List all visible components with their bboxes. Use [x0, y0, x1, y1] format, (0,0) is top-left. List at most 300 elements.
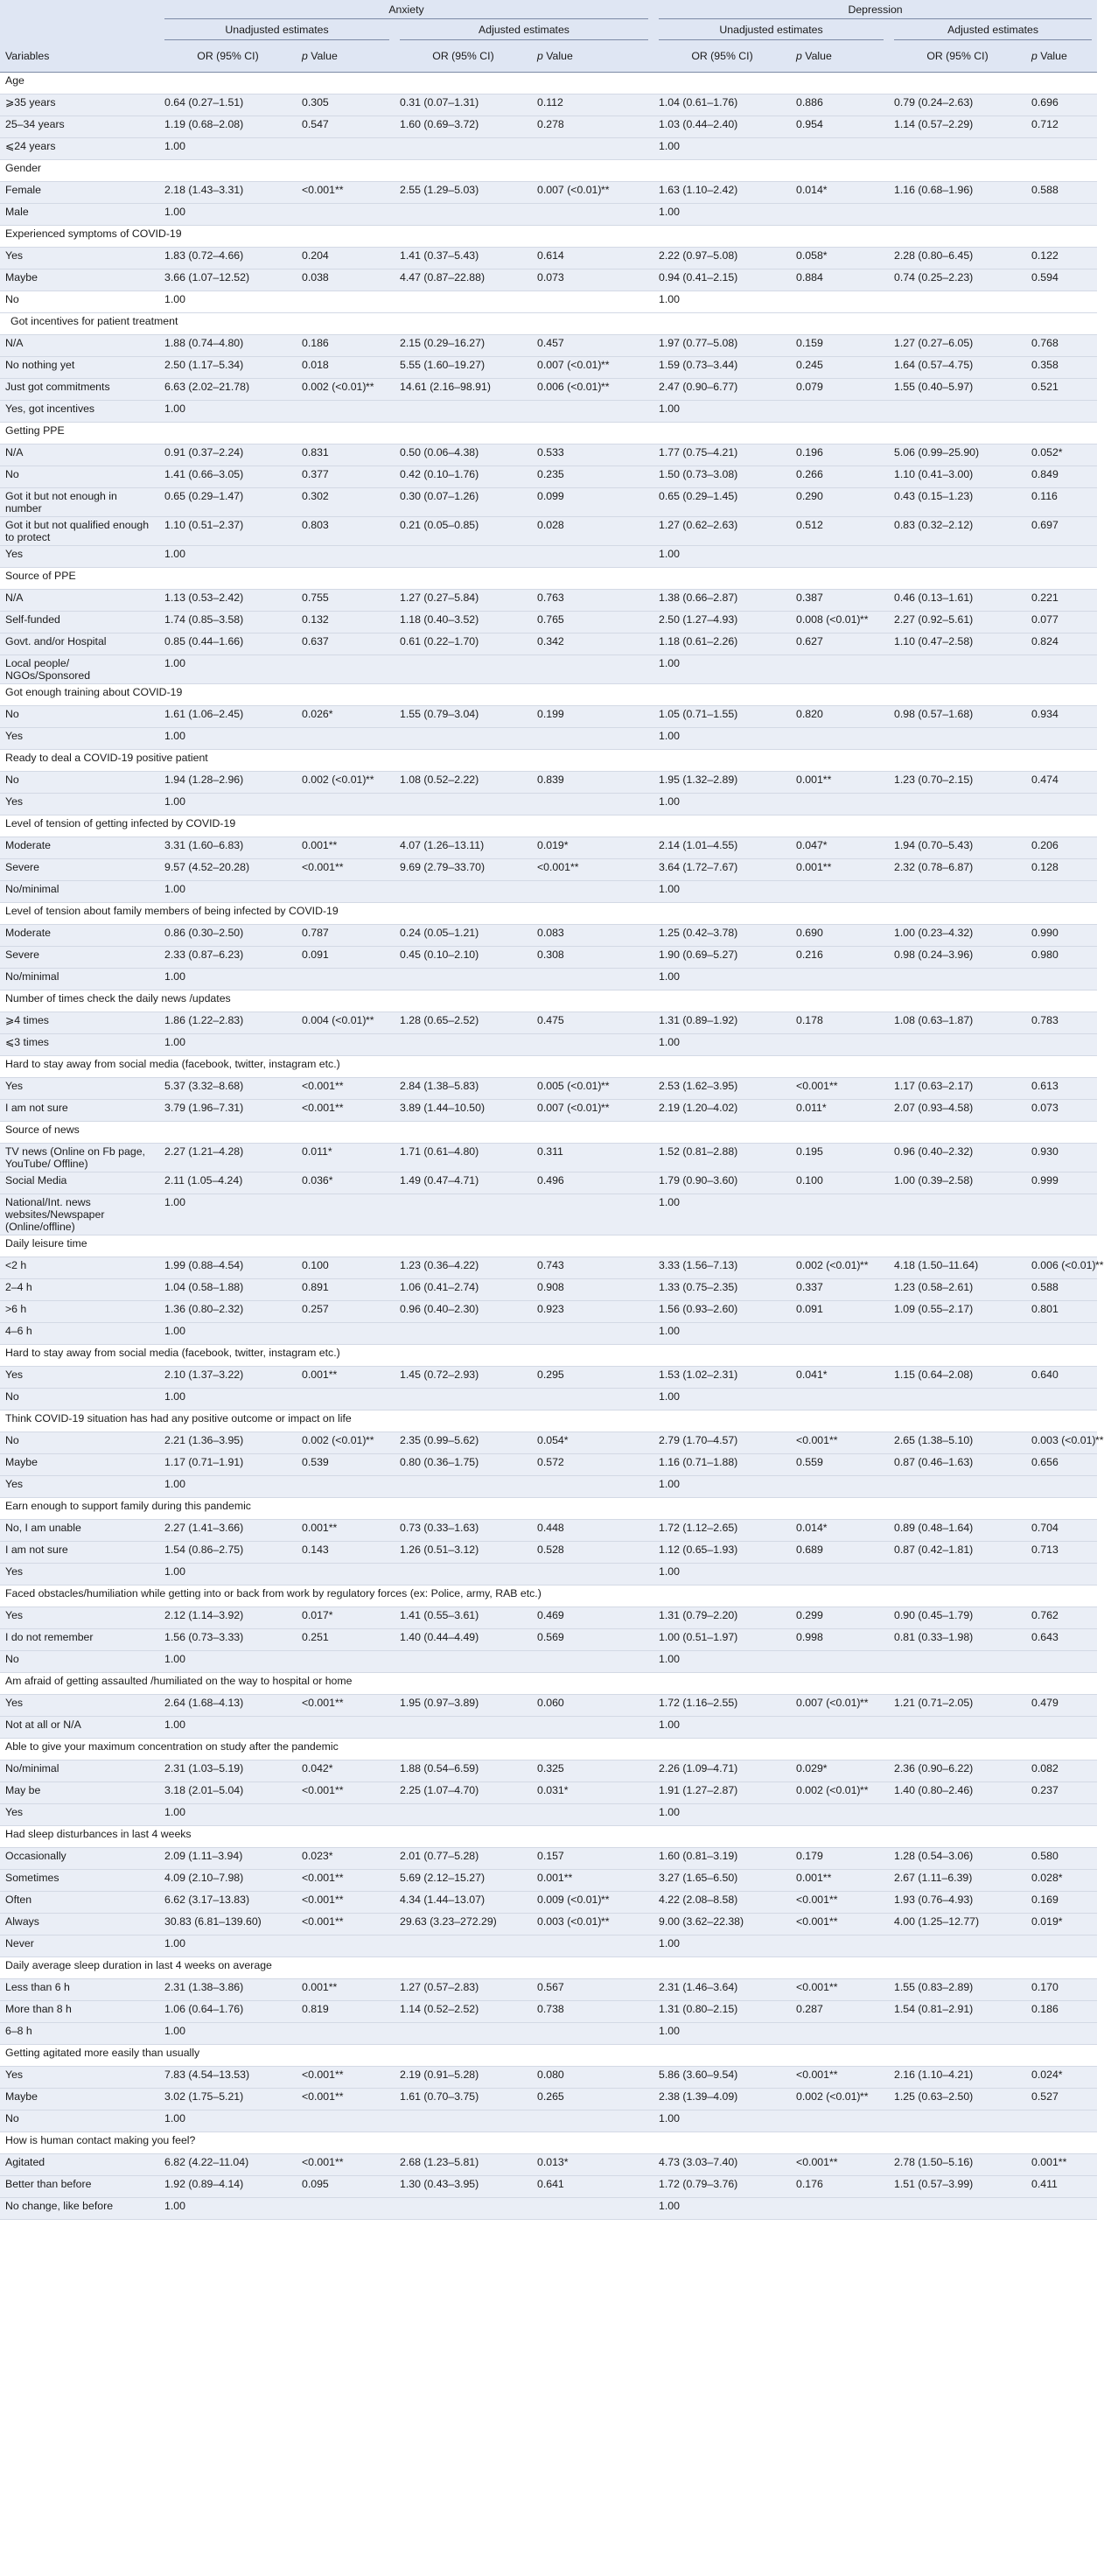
p-value-cell: <0.001**: [297, 1870, 360, 1892]
significance-cell: [1090, 1144, 1097, 1172]
or-ci-cell: 1.00: [653, 1717, 791, 1739]
category-row: [0, 684, 1097, 706]
significance-cell: [855, 1870, 889, 1892]
or-ci-cell: 2.27 (1.21–4.28): [159, 1144, 297, 1172]
significance-cell: [1090, 2067, 1097, 2089]
table-row: [0, 270, 1097, 291]
p-value-cell: 0.358: [1026, 357, 1090, 379]
significance-cell: [360, 1520, 395, 1542]
table-row: [0, 357, 1097, 379]
table-row: [0, 1782, 1097, 1804]
p-value-cell: 0.387: [791, 590, 855, 612]
p-value-cell: 0.002 (<0.01): [297, 1432, 360, 1454]
p-value-cell: [1026, 655, 1090, 684]
category-row: [0, 750, 1097, 772]
significance-cell: [855, 859, 889, 881]
p-value-text: Value: [1037, 50, 1067, 62]
significance-cell: [855, 1454, 889, 1476]
significance-cell: [360, 969, 395, 990]
significance-cell: [596, 1301, 653, 1323]
p-value-cell: 0.613: [1026, 1078, 1090, 1100]
p-value-cell: [297, 204, 360, 226]
category-label: Faced obstacles/humiliation while getting into or back from work by regulatory forces (ex: Police, army, RAB etc.): [0, 1586, 1097, 1607]
significance-cell: [1090, 2198, 1097, 2220]
or-ci-cell: [395, 1034, 532, 1056]
p-value-cell: [1026, 2198, 1090, 2220]
significance-cell: [360, 1695, 395, 1717]
or-ci-cell: 1.23 (0.36–4.22): [395, 1257, 532, 1279]
or-ci-cell: [889, 655, 1026, 684]
table-row: [0, 546, 1097, 568]
row-label: Better than before: [0, 2176, 159, 2198]
or-ci-cell: 1.16 (0.68–1.96): [889, 182, 1026, 204]
significance-cell: [596, 837, 653, 859]
or-ci-cell: 1.30 (0.43–3.95): [395, 2176, 532, 2198]
category-label: Hard to stay away from social media (facebook, twitter, instagram etc.): [0, 1056, 1097, 1078]
or-ci-cell: [889, 1476, 1026, 1498]
p-value-cell: 0.640: [1026, 1367, 1090, 1389]
p-value-cell: 0.005 (<0.01): [532, 1078, 596, 1100]
p-value-cell: 0.206: [1026, 837, 1090, 859]
or-ci-cell: 1.00: [653, 728, 791, 750]
p-value-cell: 0.052*: [1026, 444, 1090, 466]
or-ci-cell: 1.17 (0.63–2.17): [889, 1078, 1026, 1100]
or-ci-cell: 1.52 (0.81–2.88): [653, 1144, 791, 1172]
significance-cell: [1090, 1607, 1097, 1629]
or-ci-cell: [395, 794, 532, 816]
significance-cell: [596, 1760, 653, 1782]
row-label: 25–34 years: [0, 116, 159, 138]
or-ci-cell: 9.57 (4.52–20.28): [159, 859, 297, 881]
p-value-cell: 0.824: [1026, 634, 1090, 655]
p-value-cell: 0.018: [297, 357, 360, 379]
significance-cell: **: [1090, 1432, 1097, 1454]
category-row: [0, 1236, 1097, 1257]
significance-cell: [360, 1194, 395, 1236]
significance-cell: [1090, 291, 1097, 313]
significance-cell: [1090, 1782, 1097, 1804]
or-ci-cell: 2.31 (1.38–3.86): [159, 1979, 297, 2001]
row-label: Yes: [0, 1607, 159, 1629]
row-label: Severe: [0, 859, 159, 881]
or-ci-cell: 1.28 (0.54–3.06): [889, 1848, 1026, 1870]
significance-cell: [855, 794, 889, 816]
table-row: [0, 182, 1097, 204]
or-ci-cell: 6.62 (3.17–13.83): [159, 1892, 297, 1914]
significance-cell: [1090, 379, 1097, 401]
significance-cell: [360, 1367, 395, 1389]
or-ci-cell: [889, 881, 1026, 903]
row-label: I am not sure: [0, 1100, 159, 1122]
significance-cell: [855, 335, 889, 357]
or-ci-cell: 1.59 (0.73–3.44): [653, 357, 791, 379]
p-value-cell: 0.337: [791, 1279, 855, 1301]
significance-cell: [1090, 1012, 1097, 1034]
p-value-cell: 0.342: [532, 634, 596, 655]
significance-cell: [360, 357, 395, 379]
significance-cell: [596, 1454, 653, 1476]
significance-cell: [855, 2176, 889, 2198]
row-label: Yes: [0, 1367, 159, 1389]
p-value-cell: [1026, 546, 1090, 568]
or-ci-cell: 0.64 (0.27–1.51): [159, 94, 297, 116]
or-ci-cell: 0.43 (0.15–1.23): [889, 488, 1026, 517]
or-ci-cell: [395, 2198, 532, 2220]
p-value-cell: [532, 655, 596, 684]
table-row: [0, 1144, 1097, 1172]
p-value-cell: 0.849: [1026, 466, 1090, 488]
row-label: Govt. and/or Hospital: [0, 634, 159, 655]
or-ci-cell: 1.60 (0.81–3.19): [653, 1848, 791, 1870]
significance-cell: [855, 1760, 889, 1782]
p-value-cell: 0.029*: [791, 1760, 855, 1782]
or-ci-cell: 1.14 (0.57–2.29): [889, 116, 1026, 138]
or-ci-cell: [395, 2023, 532, 2045]
or-ci-cell: 3.64 (1.72–7.67): [653, 859, 791, 881]
or-ci-cell: 1.27 (0.62–2.63): [653, 517, 791, 546]
p-value-cell: 0.588: [1026, 182, 1090, 204]
p-value-cell: 0.100: [791, 1172, 855, 1194]
significance-cell: **: [1090, 1257, 1097, 1279]
p-value-cell: 0.801: [1026, 1301, 1090, 1323]
p-value-cell: <0.001**: [297, 1782, 360, 1804]
p-value-cell: [297, 881, 360, 903]
p-value-cell: 0.073: [1026, 1100, 1090, 1122]
significance-cell: [596, 517, 653, 546]
or-ci-cell: 1.00: [653, 2198, 791, 2220]
p-value-cell: 0.054*: [532, 1432, 596, 1454]
or-ci-cell: 1.00: [159, 1936, 297, 1957]
significance-cell: [855, 1100, 889, 1122]
p-value-cell: <0.001**: [791, 2067, 855, 2089]
header-or-ci: OR (95% CI): [653, 40, 791, 73]
or-ci-cell: 1.56 (0.73–3.33): [159, 1629, 297, 1651]
significance-cell: [1090, 590, 1097, 612]
row-label: I do not remember: [0, 1629, 159, 1651]
p-value-cell: [532, 1476, 596, 1498]
header-or-ci: OR (95% CI): [395, 40, 532, 73]
p-value-cell: 0.278: [532, 116, 596, 138]
table-row: [0, 488, 1097, 517]
header-p-value: [532, 40, 653, 73]
significance-cell: [360, 1323, 395, 1345]
significance-cell: [855, 517, 889, 546]
or-ci-cell: 1.00: [159, 1323, 297, 1345]
table-row: [0, 1914, 1097, 1936]
or-ci-cell: 1.15 (0.64–2.08): [889, 1367, 1026, 1389]
or-ci-cell: 1.86 (1.22–2.83): [159, 1012, 297, 1034]
significance-cell: [1090, 466, 1097, 488]
significance-cell: [360, 1078, 395, 1100]
significance-cell: [360, 2198, 395, 2220]
p-value-cell: 0.002 (<0.01): [791, 1257, 855, 1279]
or-ci-cell: 1.00: [159, 655, 297, 684]
significance-cell: [360, 612, 395, 634]
row-label: No: [0, 1651, 159, 1673]
p-value-cell: [297, 2110, 360, 2132]
or-ci-cell: 4.07 (1.26–13.11): [395, 837, 532, 859]
header-depression-unadjusted: Unadjusted estimates: [653, 19, 889, 40]
p-value-cell: [1026, 401, 1090, 423]
significance-cell: [360, 182, 395, 204]
p-value-cell: 0.157: [532, 1848, 596, 1870]
table-row: [0, 772, 1097, 794]
significance-cell: [596, 1520, 653, 1542]
p-value-cell: 0.819: [297, 2001, 360, 2023]
or-ci-cell: 2.19 (0.91–5.28): [395, 2067, 532, 2089]
p-value-cell: 0.287: [791, 2001, 855, 2023]
significance-cell: [855, 1367, 889, 1389]
table-row: [0, 335, 1097, 357]
or-ci-cell: 14.61 (2.16–98.91): [395, 379, 532, 401]
or-ci-cell: 5.55 (1.60–19.27): [395, 357, 532, 379]
row-label: Yes: [0, 1804, 159, 1826]
p-value-cell: 0.007 (<0.01): [791, 1695, 855, 1717]
significance-cell: [1090, 881, 1097, 903]
or-ci-cell: 3.33 (1.56–7.13): [653, 1257, 791, 1279]
or-ci-cell: 3.79 (1.96–7.31): [159, 1100, 297, 1122]
category-row: [0, 1122, 1097, 1144]
significance-cell: [360, 728, 395, 750]
p-value-cell: 0.014*: [791, 1520, 855, 1542]
p-value-cell: 0.743: [532, 1257, 596, 1279]
significance-cell: [855, 2023, 889, 2045]
table-row: [0, 444, 1097, 466]
significance-cell: **: [596, 379, 653, 401]
p-value-cell: 0.305: [297, 94, 360, 116]
p-value-cell: <0.001**: [297, 2089, 360, 2110]
row-label: Social Media: [0, 1172, 159, 1194]
significance-cell: [855, 1914, 889, 1936]
row-label: No/minimal: [0, 1760, 159, 1782]
p-value-cell: 0.014*: [791, 182, 855, 204]
significance-cell: [1090, 634, 1097, 655]
significance-cell: [596, 466, 653, 488]
p-value-cell: [297, 2198, 360, 2220]
or-ci-cell: 2.47 (0.90–6.77): [653, 379, 791, 401]
p-value-cell: 0.990: [1026, 925, 1090, 947]
significance-cell: [855, 1194, 889, 1236]
p-value-cell: [791, 2023, 855, 2045]
or-ci-cell: 1.14 (0.52–2.52): [395, 2001, 532, 2023]
or-ci-cell: 1.38 (0.66–2.87): [653, 590, 791, 612]
row-label: No: [0, 706, 159, 728]
p-value-cell: 0.265: [532, 2089, 596, 2110]
or-ci-cell: 1.05 (0.71–1.55): [653, 706, 791, 728]
category-label: Getting agitated more easily than usually: [0, 2045, 1097, 2067]
p-value-cell: 0.572: [532, 1454, 596, 1476]
table-row: [0, 138, 1097, 160]
or-ci-cell: 0.50 (0.06–4.38): [395, 444, 532, 466]
p-value-cell: [532, 1323, 596, 1345]
p-value-cell: 0.980: [1026, 947, 1090, 969]
or-ci-cell: 1.10 (0.41–3.00): [889, 466, 1026, 488]
or-ci-cell: 1.00: [653, 1476, 791, 1498]
significance-cell: [596, 1804, 653, 1826]
significance-cell: [596, 1172, 653, 1194]
significance-cell: [596, 2110, 653, 2132]
or-ci-cell: 1.92 (0.89–4.14): [159, 2176, 297, 2198]
or-ci-cell: 2.18 (1.43–3.31): [159, 182, 297, 204]
or-ci-cell: [889, 1717, 1026, 1739]
p-value-cell: [297, 1323, 360, 1345]
significance-cell: [1090, 2023, 1097, 2045]
p-value-cell: [1026, 1936, 1090, 1957]
significance-cell: [1090, 837, 1097, 859]
significance-cell: [596, 488, 653, 517]
significance-cell: [360, 1454, 395, 1476]
significance-cell: [596, 1870, 653, 1892]
category-row: [0, 568, 1097, 590]
or-ci-cell: 1.72 (1.12–2.65): [653, 1520, 791, 1542]
significance-cell: [855, 116, 889, 138]
p-value-cell: 0.251: [297, 1629, 360, 1651]
p-value-cell: [1026, 1389, 1090, 1410]
or-ci-cell: 1.23 (0.70–2.15): [889, 772, 1026, 794]
p-value-cell: [532, 2198, 596, 2220]
or-ci-cell: 1.72 (1.16–2.55): [653, 1695, 791, 1717]
significance-cell: [360, 1542, 395, 1564]
or-ci-cell: 1.00: [159, 1717, 297, 1739]
p-value-cell: [791, 2110, 855, 2132]
or-ci-cell: 1.72 (0.79–3.76): [653, 2176, 791, 2198]
or-ci-cell: 0.24 (0.05–1.21): [395, 925, 532, 947]
row-label: Self-funded: [0, 612, 159, 634]
significance-cell: [596, 2176, 653, 2198]
significance-cell: **: [596, 1100, 653, 1122]
or-ci-cell: 1.60 (0.69–3.72): [395, 116, 532, 138]
significance-cell: [1090, 859, 1097, 881]
p-letter: p: [537, 50, 543, 62]
p-value-cell: <0.001**: [297, 2067, 360, 2089]
p-value-cell: [1026, 1034, 1090, 1056]
p-value-cell: 0.100: [297, 1257, 360, 1279]
or-ci-cell: 1.03 (0.44–2.40): [653, 116, 791, 138]
significance-cell: [596, 444, 653, 466]
significance-cell: [1090, 2001, 1097, 2023]
p-value-cell: [1026, 1564, 1090, 1586]
or-ci-cell: 0.61 (0.22–1.70): [395, 634, 532, 655]
significance-cell: [596, 947, 653, 969]
significance-cell: [855, 182, 889, 204]
p-value-cell: 0.006 (<0.01): [1026, 1257, 1090, 1279]
row-label: ⩽3 times: [0, 1034, 159, 1056]
significance-cell: [855, 590, 889, 612]
or-ci-cell: 1.56 (0.93–2.60): [653, 1301, 791, 1323]
significance-cell: [360, 1476, 395, 1498]
or-ci-cell: [395, 1717, 532, 1739]
significance-cell: [596, 1034, 653, 1056]
category-row: [0, 1739, 1097, 1760]
significance-cell: [360, 706, 395, 728]
row-label: <2 h: [0, 1257, 159, 1279]
significance-cell: **: [596, 1892, 653, 1914]
category-row: [0, 816, 1097, 837]
or-ci-cell: [889, 1194, 1026, 1236]
p-value-cell: [791, 2198, 855, 2220]
or-ci-cell: 2.53 (1.62–3.95): [653, 1078, 791, 1100]
table-row: [0, 1695, 1097, 1717]
p-value-cell: <0.001**: [791, 2154, 855, 2176]
table-row: [0, 401, 1097, 423]
category-row: [0, 160, 1097, 182]
or-ci-cell: 1.40 (0.44–4.49): [395, 1629, 532, 1651]
significance-cell: [1090, 706, 1097, 728]
p-value-cell: [532, 291, 596, 313]
significance-cell: [1090, 1717, 1097, 1739]
significance-cell: [855, 1848, 889, 1870]
table-row: [0, 1651, 1097, 1673]
or-ci-cell: [889, 291, 1026, 313]
or-ci-cell: 2.27 (1.41–3.66): [159, 1520, 297, 1542]
p-value-cell: 0.411: [1026, 2176, 1090, 2198]
or-ci-cell: 1.00: [159, 2023, 297, 2045]
table-row: [0, 517, 1097, 546]
p-value-cell: [532, 728, 596, 750]
significance-cell: [596, 1194, 653, 1236]
or-ci-cell: 1.08 (0.52–2.22): [395, 772, 532, 794]
row-label: ⩾4 times: [0, 1012, 159, 1034]
table-row: [0, 2110, 1097, 2132]
significance-cell: [1090, 401, 1097, 423]
or-ci-cell: 1.41 (0.55–3.61): [395, 1607, 532, 1629]
significance-cell: [1090, 1804, 1097, 1826]
or-ci-cell: [395, 655, 532, 684]
significance-cell: [596, 138, 653, 160]
or-ci-cell: 2.78 (1.50–5.16): [889, 2154, 1026, 2176]
or-ci-cell: 1.53 (1.02–2.31): [653, 1367, 791, 1389]
significance-cell: **: [596, 357, 653, 379]
p-value-cell: 0.017*: [297, 1607, 360, 1629]
row-label: More than 8 h: [0, 2001, 159, 2023]
significance-cell: [596, 1651, 653, 1673]
header-p-value: [791, 40, 889, 73]
table-row: [0, 612, 1097, 634]
p-value-cell: 0.479: [1026, 1695, 1090, 1717]
p-value-cell: 0.003 (<0.01): [1026, 1432, 1090, 1454]
or-ci-cell: 1.61 (0.70–3.75): [395, 2089, 532, 2110]
p-value-cell: [791, 204, 855, 226]
p-value-cell: 0.637: [297, 634, 360, 655]
or-ci-cell: [395, 881, 532, 903]
significance-cell: [596, 291, 653, 313]
p-value-cell: 0.755: [297, 590, 360, 612]
row-label: No: [0, 466, 159, 488]
or-ci-cell: 1.64 (0.57–4.75): [889, 357, 1026, 379]
or-ci-cell: 1.00: [159, 1389, 297, 1410]
or-ci-cell: 1.99 (0.88–4.54): [159, 1257, 297, 1279]
p-value-cell: 0.007 (<0.01): [532, 1100, 596, 1122]
p-value-cell: 0.047*: [791, 837, 855, 859]
or-ci-cell: 1.17 (0.71–1.91): [159, 1454, 297, 1476]
category-row: [0, 1056, 1097, 1078]
significance-cell: [596, 1607, 653, 1629]
p-value-cell: 0.839: [532, 772, 596, 794]
or-ci-cell: 0.98 (0.57–1.68): [889, 706, 1026, 728]
p-value-cell: 0.884: [791, 270, 855, 291]
category-label: Daily leisure time: [0, 1236, 1097, 1257]
p-value-cell: 0.024*: [1026, 2067, 1090, 2089]
or-ci-cell: 2.25 (1.07–4.70): [395, 1782, 532, 1804]
category-row: [0, 73, 1097, 94]
or-ci-cell: 1.00: [653, 1034, 791, 1056]
row-label: Moderate: [0, 837, 159, 859]
p-value-cell: 0.002 (<0.01): [791, 1782, 855, 1804]
or-ci-cell: 1.79 (0.90–3.60): [653, 1172, 791, 1194]
category-row: [0, 1410, 1097, 1432]
or-ci-cell: 2.27 (0.92–5.61): [889, 612, 1026, 634]
significance-cell: [360, 794, 395, 816]
